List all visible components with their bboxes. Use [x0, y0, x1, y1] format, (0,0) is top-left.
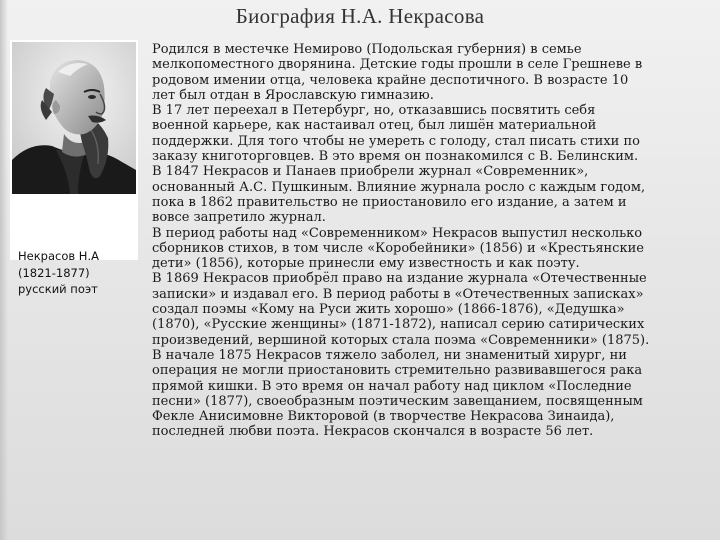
text-line: В начале 1875 Некрасов тяжело заболел, ни знаменитый хирург, ни	[152, 347, 627, 363]
text-line: родовом имении отца, человека крайне деспотичного. В возрасте 10	[152, 72, 629, 88]
text-line: песни» (1877), своеобразным поэтическим завещанием, посвященным	[152, 393, 643, 409]
slide-edge-shadow	[0, 0, 8, 540]
slide-title: Биография Н.А. Некрасова	[235, 4, 485, 28]
text-line: мелкопоместного дворянина. Детские годы прошли в селе Грешневе в	[152, 57, 643, 73]
caption-name: Некрасов Н.А	[18, 249, 99, 263]
text-line: создал поэмы «Кому на Руси жить хорошо» (1866-1876), «Дедушка»	[152, 302, 625, 318]
paragraph-illness-death	[152, 348, 712, 440]
paragraph-otechestvennye-zapiski	[152, 271, 712, 347]
text-line: пока в 1862 правительство не приостановило его издание, а затем и	[152, 194, 627, 210]
text-line: В 1847 Некрасов и Панаев приобрели журнал «Современник»,	[152, 164, 589, 180]
text-line: заказу книготорговцев. В это время он познакомился с В. Белинским.	[152, 149, 639, 165]
text-line: прямой кишки. В это время он начал работу над циклом «Последние	[152, 378, 632, 394]
text-line: дети» (1856), которые принесли ему известность и как поэту.	[152, 256, 580, 272]
text-line: военной карьере, как настаивал отец, был лишён материальной	[152, 118, 597, 134]
text-line: поддержки. Для того чтобы не умереть с голоду, стал писать стихи по	[152, 133, 640, 149]
portrait-caption	[18, 248, 142, 298]
paragraph-poetry-collections	[152, 226, 712, 272]
text-line: Фекле Анисимовне Викторовой (в творчестве Некрасова Зинаида),	[152, 409, 615, 425]
text-line: (1870), «Русские женщины» (1871-1872), написал серию сатирических	[152, 317, 645, 333]
biography-text	[152, 42, 712, 440]
text-line: основанный А.С. Пушкиным. Влияние журнала росло с каждым годом,	[152, 179, 646, 195]
text-line: В 1869 Некрасов приобрёл право на издание журнала «Отечественные	[152, 271, 647, 287]
text-line: последней любви поэта. Некрасов скончался в возрасте 56 лет.	[152, 424, 594, 440]
portrait-image	[12, 42, 136, 194]
text-line: В 17 лет переехал в Петербург, но, отказавшись посвятить себя	[152, 103, 596, 119]
text-line: Родился в местечке Немирово (Подольская губерния) в семье	[152, 42, 582, 57]
portrait-drawing	[12, 42, 136, 194]
text-line: записки» и издавал его. В период работы в «Отечественных записках»	[152, 286, 644, 302]
portrait-card	[10, 40, 138, 296]
text-line: лет был отдан в Ярославскую гимназию.	[152, 87, 434, 103]
text-line: произведений, вершиной которых стала поэма «Современники» (1875).	[152, 332, 650, 348]
text-line: В период работы над «Современником» Некрасов выпустил несколько	[152, 225, 643, 241]
caption-description: русский поэт	[18, 282, 98, 296]
text-line: сборников стихов, в том числе «Коробейники» (1856) и «Крестьянские	[152, 240, 644, 256]
paragraph-petersburg	[152, 103, 712, 164]
paragraph-birth	[152, 42, 712, 103]
caption-years: (1821-1877)	[18, 265, 90, 280]
text-line: операция не могли приостановить стремительно развивавшегося рака	[152, 363, 643, 379]
paragraph-sovremennik	[152, 164, 712, 225]
text-line: вовсе запретило журнал.	[152, 210, 326, 226]
